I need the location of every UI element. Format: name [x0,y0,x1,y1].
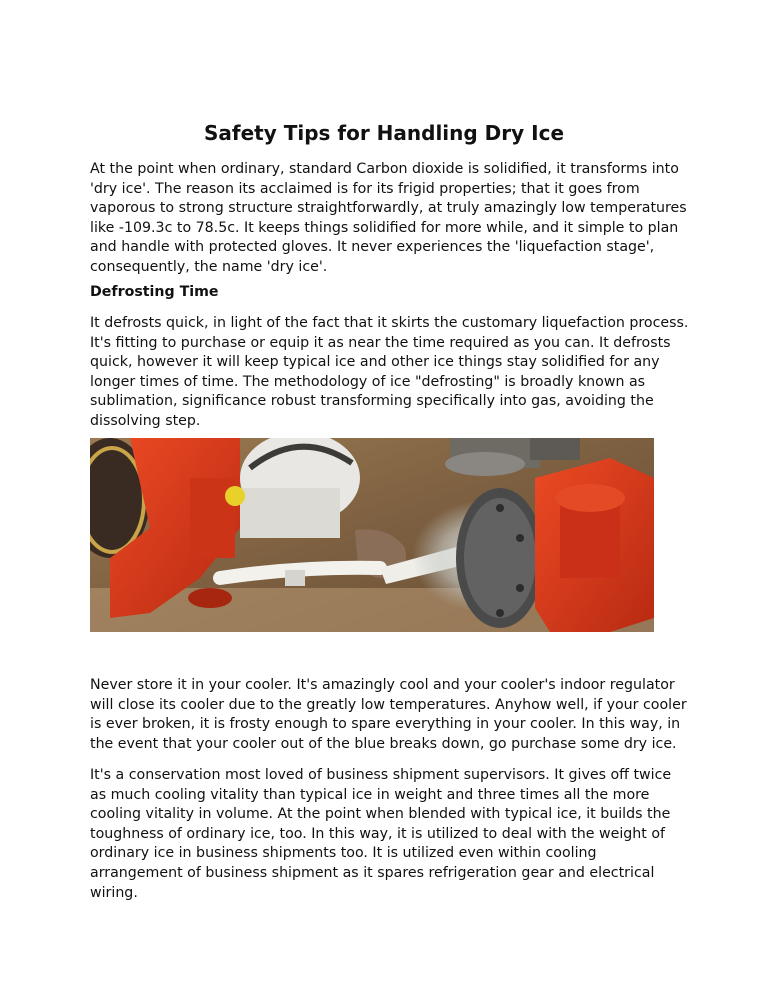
document-title: Safety Tips for Handling Dry Ice [203,121,565,145]
section-heading-defrosting-time: Defrosting Time [90,284,219,300]
left-red-valve [90,438,240,618]
shipment-paragraph: It's a conservation most loved of business shipment supervisors. It gives off twice as much cooling vitality than typical ice in weight and three times all the more cooling vitality in volume. At the point when blended with typical ice, it builds the toughness of ordinary ice, too. In this way, it is utilized to deal with the weight of ordinary ice in business shipments too. It is utilized even within cooling arrangement of business shipment as it spares refrigeration gear and electrical wiring. [90,767,672,901]
dry-ice-blasting-photo [90,438,654,632]
cooler-paragraph: Never store it in your cooler. It's amazingly cool and your cooler's indoor regulator will close its cooler due to the greatly low temperatures. Anyhow well, if your cooler is ever broken, it is frosty enough to spare everything in your cooler. In this way, in the event that your cooler out of the blue breaks down, go purchase some dry ice. [90,677,687,752]
defrosting-paragraph: It defrosts quick, in light of the fact that it skirts the customary liquefaction process. It's fitting to purchase or equip it as near the time required as you can. It defrosts quick, however it will keep typical ice and other ice things stay solidified for any longer times of time. The methodology of ice "defrosting" is broadly known as sublimation, significance robust transforming specifically into gas, avoiding the dissolving step. [90,315,689,429]
intro-paragraph: At the point when ordinary, standard Carbon dioxide is solidified, it transforms into 'dry ice'. The reason its acclaimed is for its frigid properties; that it goes from vaporous to strong structure straightforwardly, at truly amazingly low temperatures like -109.3c to 78.5c. It keeps things solidified for more while, and it simple to plan and handle with protected gloves. It never experiences the 'liquefaction stage', consequently, the name 'dry ice'. [90,161,687,275]
